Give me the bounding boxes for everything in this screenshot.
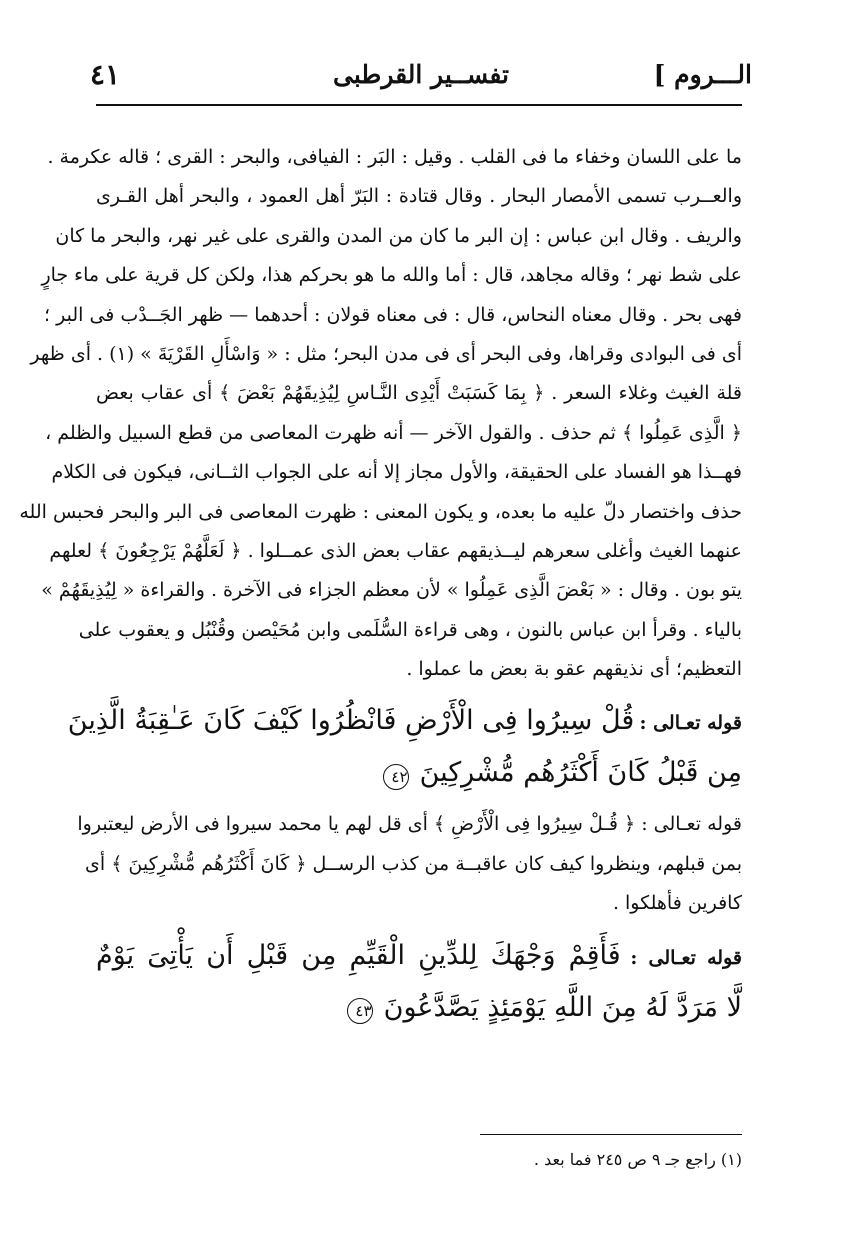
text-line: التعظيم؛ أى نذيقهم عقو بة بعض ما عملوا .: [406, 658, 742, 681]
verse-text: فَأَقِمْ وَجْهَكَ لِلدِّينِ الْقَيِّمِ مِن قَبْلِ أَن يَأْتِىَ يَوْمٌ: [96, 939, 621, 971]
text-line: قلة الغيث وغلاء السعر . ﴿ بِمَا كَسَبَتْ أَيْدِى النَّـاسِ لِيُذِيقَهُمْ بَعْضَ ﴾ أى عقاب بعض: [96, 382, 742, 405]
page-body: [19, 138, 742, 1040]
footnote-divider: [480, 1134, 742, 1135]
text-line: ﴿ الَّذِى عَمِلُوا ﴾ ثم حذف . والقول الآخر — أنه ظهرت المعاصى من قطع السبيل والظلم ،: [45, 421, 742, 444]
footnote: (١) راجع جـ ٩ ص ٢٤٥ فما بعد .: [533, 1150, 742, 1169]
text-line: يتو بون . وقال : « بَعْضَ الَّذِى عَمِلُوا » لأن معظم الجزاء فى الآخرة . والقراءة « لِيُذِيقَهُمْ »: [41, 579, 742, 602]
verse-line: [96, 747, 742, 799]
verse-text: قُلْ سِيرُوا فِى الْأَرْضِ فَانْظُرُوا كَيْفَ كَانَ عَـٰقِبَةُ الَّذِينَ: [67, 705, 635, 737]
verse-line: [67, 695, 742, 747]
verse-number-marker: ٤٢: [383, 764, 409, 790]
text-line: حذف واختصار دلّ عليه ما بعده، و يكون المعنى : ظهرت المعاصى فى البر والبحر فحبس الله: [19, 500, 742, 523]
surah-name: الـــروم ]: [653, 60, 752, 89]
text-line: قوله تعـالى : ﴿ قُـلْ سِيرُوا فِى الْأَرْضِ ﴾ أى قل لهم يا محمد سيروا فى الأرض ليعتبروا: [77, 813, 742, 836]
running-title: تفســير القرطبى: [333, 60, 509, 89]
verse-intro: قوله تعـالى :: [639, 712, 742, 735]
verse-number-marker: ٤٣: [347, 998, 373, 1024]
text-line: على شط نهر ؛ وقاله مجاهد، قال : أما والله ما هو بحركم هذا، ولكن كل قرية على ماء جارٍ: [41, 264, 742, 287]
commentary-paragraph-1: [19, 138, 742, 689]
commentary-paragraph-2: [77, 805, 742, 923]
text-line: فهــذا هو الفساد على الحقيقة، والأول مجاز إلا أنه على الجواب الثــانى، فيكون فى الكلام: [51, 461, 742, 484]
verse-text: مِن قَبْلُ كَانَ أَكْثَرُهُم مُّشْرِكِينَ: [419, 757, 742, 789]
text-line: فهى بحر . وقال معناه النحاس، قال : فى معناه قولان : أحدهما — ظهر الجَــدْب فى البر ؛: [44, 303, 742, 326]
text-line: بالياء . وقرأ ابن عباس بالنون ، وهى قراءة السُّلَمى وابن مُحَيْصن وقُنْبُل و يعقوب على: [78, 618, 742, 641]
verse-line: [96, 982, 742, 1034]
page-header: [90, 58, 752, 98]
text-line: بمن قبلهم، وينظروا كيف كان عاقبــة من كذب الرســل ﴿ كَانَ أَكْثَرُهُم مُّشْرِكِينَ ﴾ أى: [85, 852, 742, 875]
text-line: أى فى البوادى وقراها، وفى البحر أى فى مدن البحر؛ مثل : « وَاسْأَلِ القَرْيَةَ » (١) . أى ظهر: [30, 342, 742, 365]
verse-intro: قوله تعـالى :: [630, 946, 742, 969]
text-line: عنهما الغيث وأغلى سعرهم ليــذيقهم عقاب بعض الذى عمــلوا . ﴿ لَعَلَّهُمْ يَرْجِعُونَ ﴾ لعلهم: [49, 539, 742, 562]
header-divider: [96, 104, 742, 106]
text-line: والريف . وقال ابن عباس : إن البر ما كان من المدن والقرى على غير نهر، والبحر ما كان: [55, 224, 742, 247]
text-line: كافرين فأهلكوا .: [612, 892, 742, 915]
verse-text: لَّا مَرَدَّ لَهُ مِنَ اللَّهِ يَوْمَئِذٍ يَصَّدَّعُونَ: [383, 991, 742, 1023]
page-number: ٤١: [90, 58, 121, 91]
verse-42-block: [67, 695, 742, 799]
verse-line: [96, 930, 742, 982]
text-line: ما على اللسان وخفاء ما فى القلب . وقيل : البَر : الفيافى، والبحر : القرى ؛ قاله عكرمة .: [47, 146, 742, 168]
text-line: والعــرب تسمى الأمصار البحار . وقال قتادة : البَرّ أهل العمود ، والبحر أهل القـرى: [96, 185, 742, 208]
verse-43-block: [96, 930, 742, 1034]
